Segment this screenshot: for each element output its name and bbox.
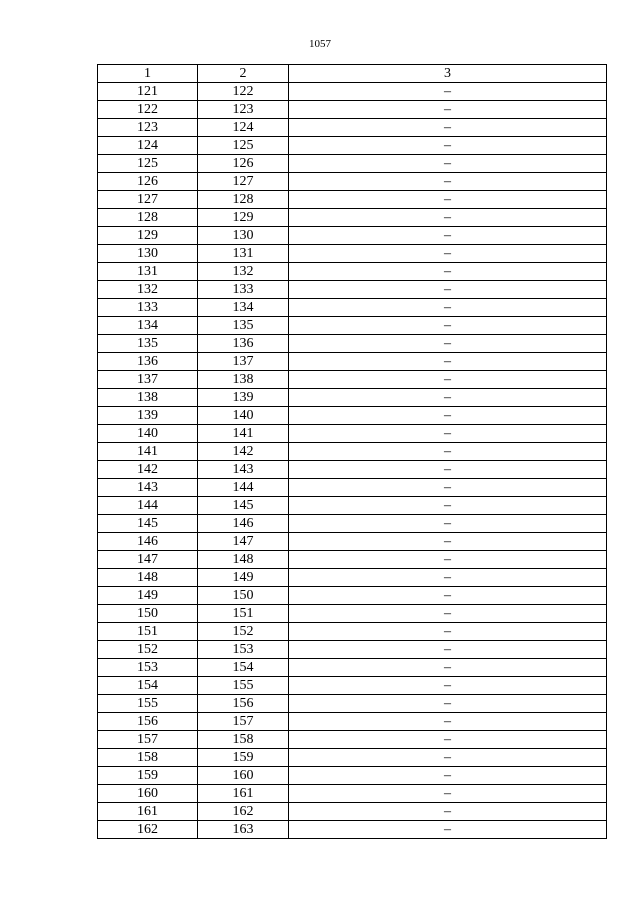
- table-cell-col-1: 158: [98, 749, 198, 767]
- table-cell-col-3: –: [289, 677, 607, 695]
- table-cell-col-3: –: [289, 641, 607, 659]
- table-cell-col-1: 144: [98, 497, 198, 515]
- table-row: [98, 479, 607, 497]
- table-cell-col-1: 129: [98, 227, 198, 245]
- table-cell-col-1: 127: [98, 191, 198, 209]
- table-cell-col-3: –: [289, 155, 607, 173]
- table-cell-col-3: –: [289, 353, 607, 371]
- table-cell-col-1: 126: [98, 173, 198, 191]
- column-header-2: 2: [198, 65, 289, 83]
- table-row: [98, 299, 607, 317]
- table-cell-col-3: –: [289, 371, 607, 389]
- table-cell-col-3: –: [289, 299, 607, 317]
- table-cell-col-3: –: [289, 479, 607, 497]
- table-cell-col-1: 154: [98, 677, 198, 695]
- table-cell-col-2: 158: [198, 731, 289, 749]
- table-cell-col-2: 125: [198, 137, 289, 155]
- table-row: [98, 785, 607, 803]
- table-cell-col-3: –: [289, 245, 607, 263]
- table-cell-col-1: 142: [98, 461, 198, 479]
- table-cell-col-1: 162: [98, 821, 198, 839]
- table-cell-col-2: 126: [198, 155, 289, 173]
- table-cell-col-2: 124: [198, 119, 289, 137]
- table-cell-col-3: –: [289, 137, 607, 155]
- table-cell-col-3: –: [289, 227, 607, 245]
- table-cell-col-2: 161: [198, 785, 289, 803]
- table-cell-col-3: –: [289, 443, 607, 461]
- table-row: [98, 443, 607, 461]
- table-cell-col-2: 141: [198, 425, 289, 443]
- table-row: [98, 515, 607, 533]
- table-row: [98, 587, 607, 605]
- table-cell-col-2: 144: [198, 479, 289, 497]
- table-cell-col-2: 151: [198, 605, 289, 623]
- table-cell-col-3: –: [289, 821, 607, 839]
- table-cell-col-3: –: [289, 281, 607, 299]
- table-cell-col-3: –: [289, 191, 607, 209]
- table-cell-col-2: 155: [198, 677, 289, 695]
- table-cell-col-2: 146: [198, 515, 289, 533]
- table-cell-col-1: 134: [98, 317, 198, 335]
- table-row: [98, 677, 607, 695]
- table-cell-col-3: –: [289, 533, 607, 551]
- table-row: [98, 641, 607, 659]
- table-row: [98, 605, 607, 623]
- table-row: [98, 425, 607, 443]
- table-row: [98, 317, 607, 335]
- table-cell-col-2: 147: [198, 533, 289, 551]
- table-row: [98, 281, 607, 299]
- table-cell-col-1: 139: [98, 407, 198, 425]
- table-cell-col-1: 131: [98, 263, 198, 281]
- table-cell-col-3: –: [289, 389, 607, 407]
- table-cell-col-3: –: [289, 335, 607, 353]
- table-cell-col-2: 143: [198, 461, 289, 479]
- table-row: [98, 389, 607, 407]
- table-cell-col-3: –: [289, 605, 607, 623]
- table-row: [98, 713, 607, 731]
- table-cell-col-1: 122: [98, 101, 198, 119]
- table-cell-col-2: 159: [198, 749, 289, 767]
- table-cell-col-1: 161: [98, 803, 198, 821]
- table-cell-col-2: 154: [198, 659, 289, 677]
- table-cell-col-2: 156: [198, 695, 289, 713]
- table-cell-col-2: 163: [198, 821, 289, 839]
- table-row: [98, 119, 607, 137]
- table-cell-col-1: 157: [98, 731, 198, 749]
- table-row: [98, 137, 607, 155]
- table-cell-col-2: 140: [198, 407, 289, 425]
- table-cell-col-3: –: [289, 425, 607, 443]
- table-row: [98, 623, 607, 641]
- table-cell-col-3: –: [289, 407, 607, 425]
- table-body: [98, 83, 607, 839]
- table-cell-col-1: 125: [98, 155, 198, 173]
- table-cell-col-2: 136: [198, 335, 289, 353]
- table-cell-col-1: 150: [98, 605, 198, 623]
- column-header-3: 3: [289, 65, 607, 83]
- table-cell-col-3: –: [289, 749, 607, 767]
- table-cell-col-2: 149: [198, 569, 289, 587]
- table-cell-col-3: –: [289, 695, 607, 713]
- table-cell-col-1: 155: [98, 695, 198, 713]
- table-cell-col-1: 136: [98, 353, 198, 371]
- table-cell-col-2: 128: [198, 191, 289, 209]
- table-cell-col-2: 132: [198, 263, 289, 281]
- table-cell-col-2: 134: [198, 299, 289, 317]
- table-cell-col-3: –: [289, 101, 607, 119]
- table-row: [98, 767, 607, 785]
- table-cell-col-1: 133: [98, 299, 198, 317]
- table-row: [98, 533, 607, 551]
- table-cell-col-1: 153: [98, 659, 198, 677]
- table-row: [98, 371, 607, 389]
- table-cell-col-1: 128: [98, 209, 198, 227]
- table-cell-col-3: –: [289, 803, 607, 821]
- table-row: [98, 695, 607, 713]
- table-header-row: [98, 65, 607, 83]
- table-cell-col-2: 153: [198, 641, 289, 659]
- table-cell-col-3: –: [289, 209, 607, 227]
- table-row: [98, 83, 607, 101]
- table-cell-col-2: 122: [198, 83, 289, 101]
- table-row: [98, 263, 607, 281]
- table-cell-col-2: 127: [198, 173, 289, 191]
- table-cell-col-2: 139: [198, 389, 289, 407]
- table-row: [98, 551, 607, 569]
- table-row: [98, 173, 607, 191]
- table-cell-col-1: 123: [98, 119, 198, 137]
- table-cell-col-2: 148: [198, 551, 289, 569]
- table-cell-col-2: 152: [198, 623, 289, 641]
- table-row: [98, 749, 607, 767]
- table-row: [98, 353, 607, 371]
- table-row: [98, 245, 607, 263]
- table-cell-col-1: 160: [98, 785, 198, 803]
- column-header-1: 1: [98, 65, 198, 83]
- table-cell-col-1: 132: [98, 281, 198, 299]
- table-cell-col-1: 138: [98, 389, 198, 407]
- table-cell-col-3: –: [289, 119, 607, 137]
- table-row: [98, 821, 607, 839]
- table-cell-col-1: 137: [98, 371, 198, 389]
- table-cell-col-3: –: [289, 713, 607, 731]
- table-row: [98, 461, 607, 479]
- table-cell-col-1: 149: [98, 587, 198, 605]
- table-cell-col-2: 129: [198, 209, 289, 227]
- table-cell-col-3: –: [289, 587, 607, 605]
- table-cell-col-1: 159: [98, 767, 198, 785]
- table-cell-col-1: 135: [98, 335, 198, 353]
- table-row: [98, 659, 607, 677]
- table-row: [98, 335, 607, 353]
- table-cell-col-2: 138: [198, 371, 289, 389]
- table-cell-col-3: –: [289, 569, 607, 587]
- table-row: [98, 209, 607, 227]
- table-cell-col-3: –: [289, 623, 607, 641]
- table-cell-col-3: –: [289, 461, 607, 479]
- table-cell-col-2: 133: [198, 281, 289, 299]
- table-cell-col-2: 137: [198, 353, 289, 371]
- table-cell-col-2: 157: [198, 713, 289, 731]
- table-row: [98, 731, 607, 749]
- table-row: [98, 803, 607, 821]
- table-cell-col-1: 124: [98, 137, 198, 155]
- data-table: [97, 64, 607, 839]
- table-cell-col-2: 162: [198, 803, 289, 821]
- table-cell-col-3: –: [289, 731, 607, 749]
- table-row: [98, 497, 607, 515]
- table-cell-col-3: –: [289, 317, 607, 335]
- table-cell-col-1: 130: [98, 245, 198, 263]
- table-cell-col-3: –: [289, 515, 607, 533]
- table-cell-col-3: –: [289, 497, 607, 515]
- page-number: 1057: [309, 38, 331, 50]
- table-cell-col-2: 160: [198, 767, 289, 785]
- table-cell-col-3: –: [289, 551, 607, 569]
- table-cell-col-1: 146: [98, 533, 198, 551]
- table-cell-col-3: –: [289, 263, 607, 281]
- table-cell-col-1: 143: [98, 479, 198, 497]
- table-cell-col-2: 130: [198, 227, 289, 245]
- table-row: [98, 191, 607, 209]
- table-cell-col-2: 142: [198, 443, 289, 461]
- table-cell-col-2: 150: [198, 587, 289, 605]
- table-cell-col-1: 140: [98, 425, 198, 443]
- table-cell-col-1: 156: [98, 713, 198, 731]
- table-cell-col-3: –: [289, 173, 607, 191]
- table-row: [98, 101, 607, 119]
- table-cell-col-2: 145: [198, 497, 289, 515]
- table-cell-col-1: 121: [98, 83, 198, 101]
- table-cell-col-2: 123: [198, 101, 289, 119]
- table-row: [98, 155, 607, 173]
- table-cell-col-1: 152: [98, 641, 198, 659]
- table-cell-col-3: –: [289, 785, 607, 803]
- table-row: [98, 227, 607, 245]
- table-cell-col-3: –: [289, 83, 607, 101]
- table-cell-col-1: 145: [98, 515, 198, 533]
- table-cell-col-2: 131: [198, 245, 289, 263]
- table-cell-col-1: 148: [98, 569, 198, 587]
- table-cell-col-1: 141: [98, 443, 198, 461]
- table-cell-col-1: 151: [98, 623, 198, 641]
- table-row: [98, 569, 607, 587]
- table-cell-col-1: 147: [98, 551, 198, 569]
- table-cell-col-3: –: [289, 767, 607, 785]
- table-header: [98, 65, 607, 83]
- table-row: [98, 407, 607, 425]
- table-cell-col-3: –: [289, 659, 607, 677]
- table-cell-col-2: 135: [198, 317, 289, 335]
